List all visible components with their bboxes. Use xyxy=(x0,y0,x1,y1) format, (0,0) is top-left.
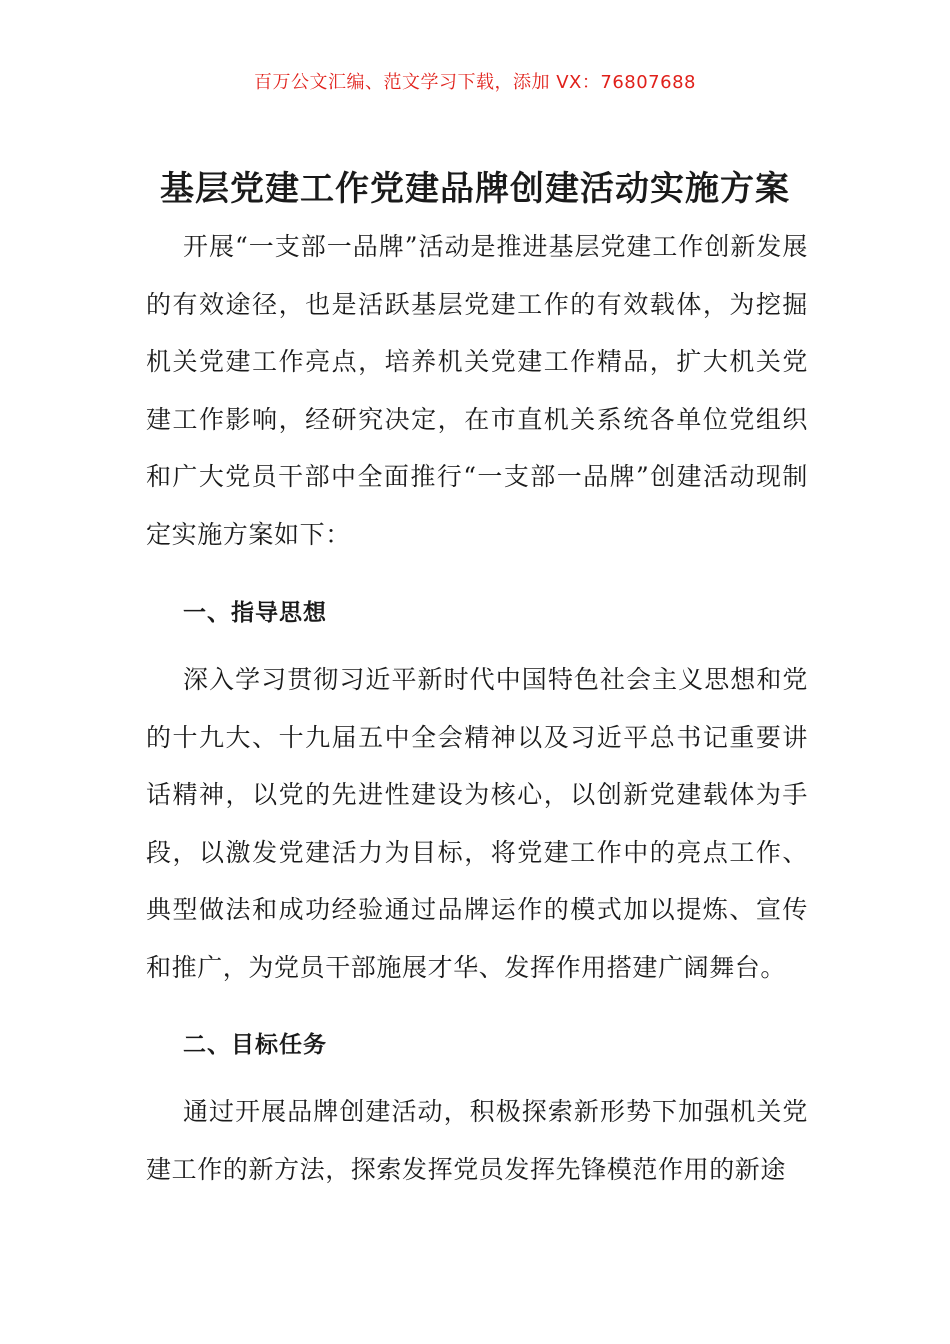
intro-paragraph: 开展“一支部一品牌”活动是推进基层党建工作创新发展的有效途径，也是活跃基层党建工作的有效载体，为挖掘机关党建工作亮点，培养机关党建工作精品，扩大机关党建工作影响，经研究决定，在市直机关系统各单位党组织和广大党员干部中全面推行“一支部一品牌”创建活动现制定实施方案如下： xyxy=(146,232,808,549)
document-title: 基层党建工作党建品牌创建活动实施方案 xyxy=(160,168,790,209)
section-paragraph-guiding-ideology: 深入学习贯彻习近平新时代中国特色社会主义思想和党的十九大、十九届五中全会精神以及习近平总书记重要讲话精神，以党的先进性建设为核心，以创新党建载体为手段，以激发党建活力为目标，将党建工作中的亮点工作、典型做法和成功经验通过品牌运作的模式加以提炼、宣传和推广，为党员干部施展才华、发挥作用搭建广阔舞台。 xyxy=(146,665,808,982)
download-watermark-note: 百万公文汇编、范文学习下载，添加 VX：76807688 xyxy=(254,72,696,93)
section-paragraph-goals-tasks: 通过开展品牌创建活动，积极探索新形势下加强机关党建工作的新方法，探索发挥党员发挥先锋模范作用的新途 xyxy=(146,1097,808,1184)
section-heading-guiding-ideology: 一、指导思想 xyxy=(183,600,327,626)
section-heading-goals-tasks: 二、目标任务 xyxy=(183,1032,327,1058)
